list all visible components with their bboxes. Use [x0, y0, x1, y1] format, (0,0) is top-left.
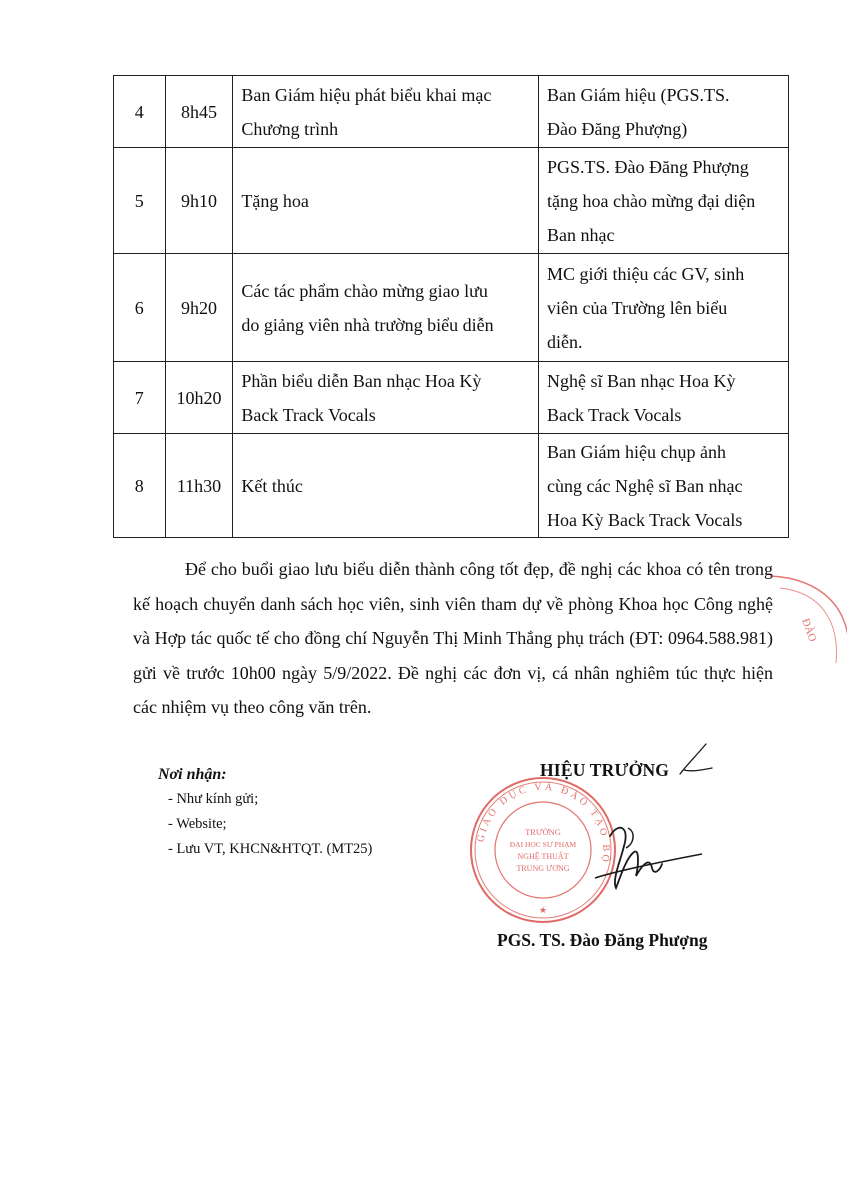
- responsible-line: Back Track Vocals: [547, 404, 682, 425]
- responsible-line: MC giới thiệu các GV, sinh: [547, 263, 745, 284]
- activity-cell: [233, 148, 539, 254]
- responsible-line: PGS.TS. Đào Đăng Phượng: [547, 156, 749, 177]
- responsible-line: Ban Giám hiệu (PGS.TS.: [547, 84, 730, 105]
- row-number-cell: 7: [114, 362, 166, 434]
- activity-line: Back Track Vocals: [241, 404, 376, 425]
- responsible-cell: [539, 362, 789, 434]
- seal-line: ĐẠI HỌC SƯ PHẠM: [509, 840, 577, 849]
- row-number-cell: 4: [114, 76, 166, 148]
- seal-ring-text: GIÁO DỤC VÀ ĐÀO TẠO BỘ: [475, 781, 612, 866]
- recipient-item: - Như kính gửi;: [168, 791, 259, 807]
- activity-line: Phần biểu diễn Ban nhạc Hoa Kỳ: [241, 370, 482, 391]
- responsible-line: diễn.: [547, 331, 583, 352]
- body-paragraph: Để cho buổi giao lưu biểu diễn thành công tốt đẹp, đề nghị các khoa có tên trong kế hoạch chuyển danh sách học viên, sinh viên tham dự về phòng Khoa học Công nghệ và Hợp tác quốc tế cho đồng chí Nguyễn Thị Minh Thắng phụ trách (ĐT: 0964.588.981) gửi về trước 10h00 ngày 5/9/2022. Đề nghị các đơn vị, cá nhân nghiêm túc thực hiện các nhiệm vụ theo công văn trên.: [133, 559, 773, 717]
- responsible-cell: [539, 76, 789, 148]
- time-cell: 10h20: [165, 362, 233, 434]
- initial-paraph: [676, 740, 716, 780]
- responsible-line: Hoa Kỳ Back Track Vocals: [547, 509, 743, 530]
- partial-seal-text: ĐÀO: [799, 616, 819, 644]
- responsible-line: Nghệ sĩ Ban nhạc Hoa Kỳ: [547, 370, 736, 391]
- svg-text:★: ★: [538, 905, 548, 915]
- row-number-cell: 8: [114, 434, 166, 538]
- responsible-line: Ban Giám hiệu chụp ảnh: [547, 441, 726, 462]
- table-row: [114, 76, 789, 148]
- responsible-cell: [539, 148, 789, 254]
- time-cell: 8h45: [165, 76, 233, 148]
- seal-line: NGHỆ THUẬT: [517, 852, 569, 861]
- activity-line: do giảng viên nhà trường biểu diễn: [241, 314, 494, 335]
- responsible-line: Đào Đăng Phượng): [547, 118, 688, 139]
- time-cell: 9h20: [165, 254, 233, 362]
- responsible-cell: [539, 434, 789, 538]
- activity-cell: [233, 76, 539, 148]
- responsible-cell: [539, 254, 789, 362]
- time-cell: 11h30: [165, 434, 233, 538]
- seal-line: TRUNG ƯƠNG: [516, 864, 570, 873]
- responsible-line: Ban nhạc: [547, 224, 615, 245]
- schedule-table: [113, 75, 789, 538]
- handwritten-signature: [590, 818, 705, 893]
- activity-line: Tặng hoa: [241, 190, 309, 211]
- seal-line: TRƯỜNG: [525, 827, 561, 837]
- recipients-block: [158, 762, 372, 862]
- recipient-item: - Website;: [168, 816, 227, 832]
- activity-line: Ban Giám hiệu phát biểu khai mạc: [241, 84, 492, 105]
- row-number-cell: 5: [114, 148, 166, 254]
- responsible-line: tặng hoa chào mừng đại diện: [547, 190, 756, 211]
- table-row: [114, 434, 789, 538]
- responsible-line: cùng các Nghệ sĩ Ban nhạc: [547, 475, 743, 496]
- signature-title: HIỆU TRƯỞNG: [540, 760, 670, 780]
- table-row: [114, 148, 789, 254]
- activity-cell: [233, 362, 539, 434]
- row-number-cell: 6: [114, 254, 166, 362]
- activity-cell: [233, 254, 539, 362]
- activity-line: Kết thúc: [241, 475, 303, 496]
- time-cell: 9h10: [165, 148, 233, 254]
- recipients-title: Nơi nhận:: [158, 766, 227, 783]
- signer-name: PGS. TS. Đào Đăng Phượng: [497, 930, 708, 950]
- activity-line: Các tác phẩm chào mừng giao lưu: [241, 280, 488, 301]
- table-row: [114, 362, 789, 434]
- table-row: [114, 254, 789, 362]
- activity-cell: [233, 434, 539, 538]
- activity-line: Chương trình: [241, 118, 339, 139]
- recipient-item: - Lưu VT, KHCN&HTQT. (MT25): [168, 841, 373, 857]
- responsible-line: viên của Trường lên biểu: [547, 297, 728, 318]
- partial-seal-stamp: [760, 568, 847, 688]
